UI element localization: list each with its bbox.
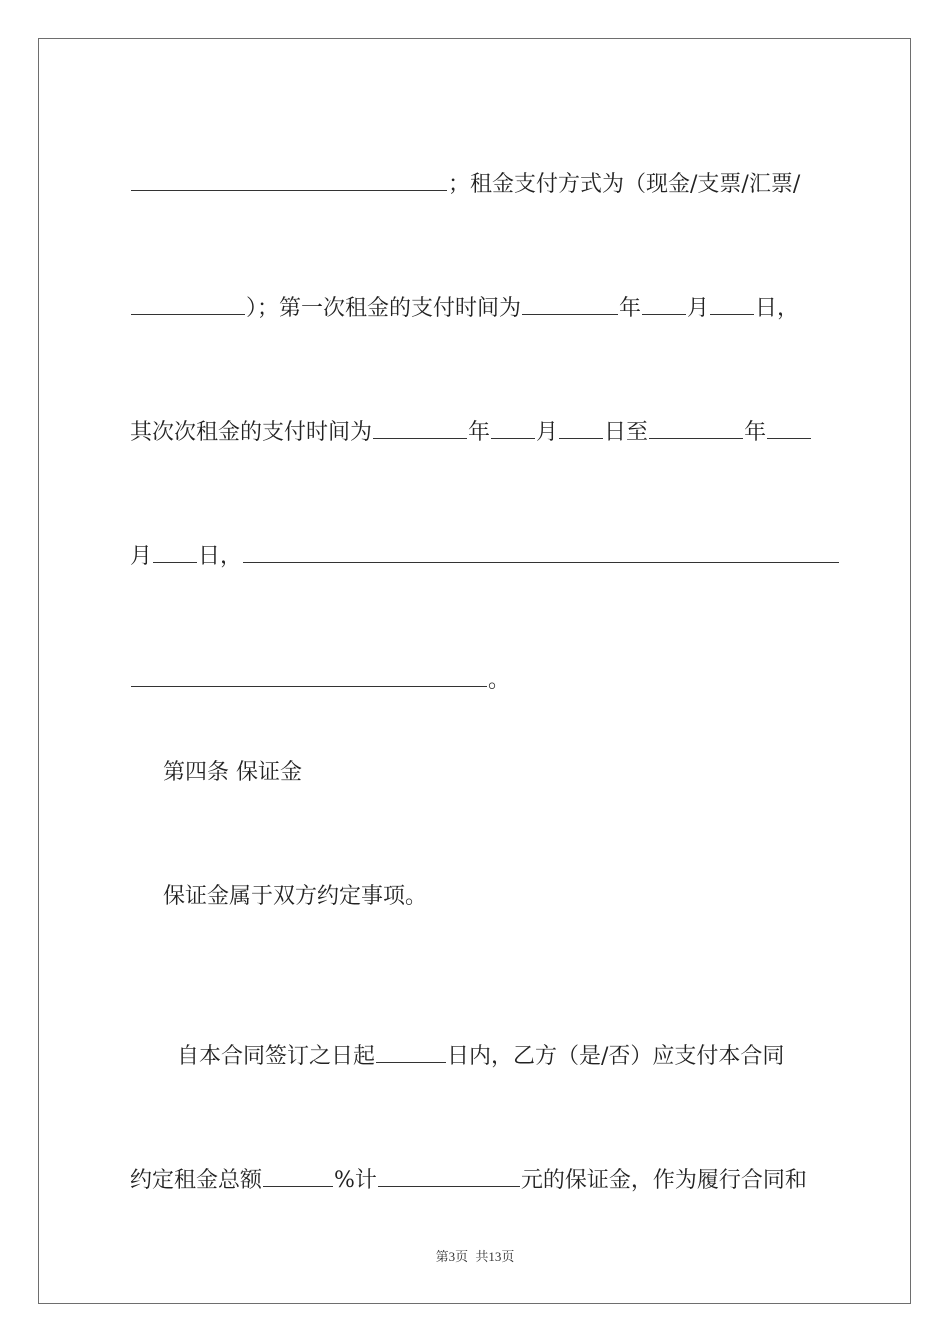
line-text: 其次次租金的支付时间为 xyxy=(130,420,373,445)
line-text: ）；第一次租金的支付时间为 xyxy=(246,296,522,321)
deposit-paragraph-3 xyxy=(116,1130,807,1193)
total-pages: 共13页 xyxy=(475,1249,515,1264)
day-label: 日， xyxy=(198,544,243,569)
blank-field[interactable] xyxy=(243,544,839,563)
month-blank[interactable] xyxy=(767,420,811,439)
line-text: 元的保证金，作为履行合同和 xyxy=(520,1168,807,1193)
period: 。 xyxy=(488,668,511,693)
page-number: 第3页 xyxy=(435,1249,469,1264)
contract-line-1 xyxy=(116,134,801,197)
day-blank[interactable] xyxy=(710,296,754,315)
month-blank[interactable] xyxy=(491,420,535,439)
line-text: 自本合同签订之日起 xyxy=(177,1044,376,1069)
page-footer xyxy=(0,1246,950,1265)
deposit-paragraph-1: 保证金属于双方约定事项。 xyxy=(163,884,428,909)
contract-line-5 xyxy=(116,630,511,693)
contract-line-3 xyxy=(116,382,812,445)
year-blank[interactable] xyxy=(522,296,618,315)
line-text: 日内，乙方（是/否）应支付本合同 xyxy=(447,1044,785,1069)
amount-blank[interactable] xyxy=(378,1168,520,1187)
month-blank[interactable] xyxy=(642,296,686,315)
year-label: 年 xyxy=(619,296,642,321)
day-label: 日， xyxy=(755,296,800,321)
line-text: 约定租金总额 xyxy=(130,1168,263,1193)
year-blank[interactable] xyxy=(649,420,743,439)
contract-line-2 xyxy=(116,258,800,321)
blank-field[interactable] xyxy=(131,296,245,315)
day-blank[interactable] xyxy=(153,544,197,563)
month-label: 月 xyxy=(687,296,710,321)
line-text: ；租金支付方式为（现金/支票/汇票/ xyxy=(448,172,801,197)
year-blank[interactable] xyxy=(373,420,467,439)
article-4-heading: 第四条 保证金 xyxy=(163,760,302,785)
days-blank[interactable] xyxy=(376,1044,446,1063)
blank-field[interactable] xyxy=(131,668,487,687)
day-blank[interactable] xyxy=(559,420,603,439)
month-label: 月 xyxy=(130,544,153,569)
percent-blank[interactable] xyxy=(263,1168,333,1187)
month-label: 月 xyxy=(536,420,559,445)
contract-line-4 xyxy=(116,506,840,569)
year-label: 年 xyxy=(744,420,767,445)
deposit-paragraph-2 xyxy=(163,1006,785,1069)
year-label: 年 xyxy=(468,420,491,445)
day-to-label: 日至 xyxy=(604,420,649,445)
percent-label: %计 xyxy=(334,1168,377,1193)
blank-field[interactable] xyxy=(131,172,447,191)
